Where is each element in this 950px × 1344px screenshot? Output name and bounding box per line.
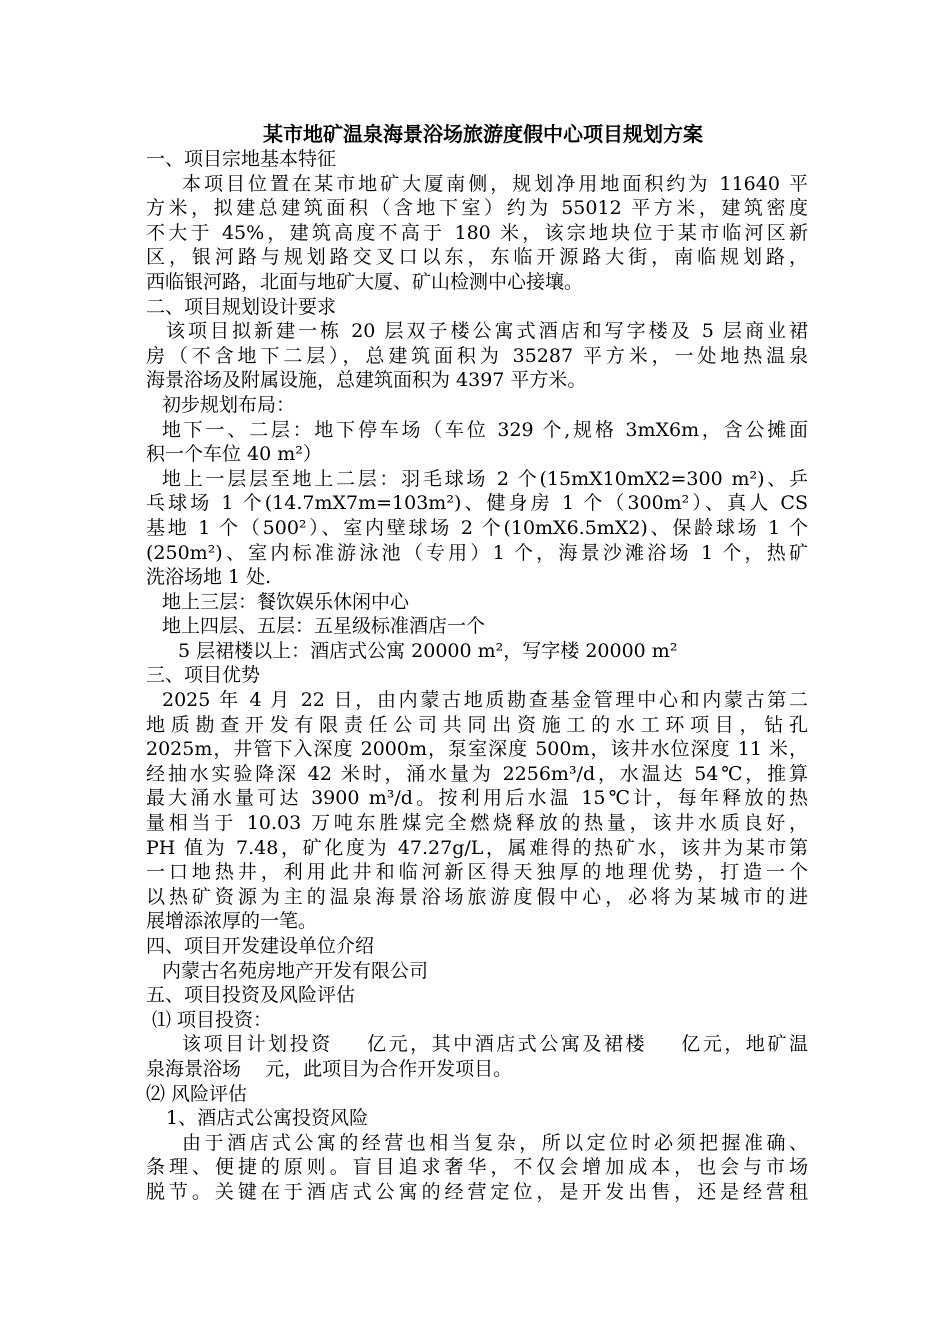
body-line: 不大于 45%，建筑高度不高于 180 米，该宗地块位于某市临河区新 <box>146 221 808 244</box>
body-line: 脱节。关键在于酒店式公寓的经营定位，是开发出售，还是经营租 <box>146 1180 808 1203</box>
body-line: 内蒙古名苑房地产开发有限公司 <box>162 959 429 982</box>
body-line: 一口地热井，利用此井和临河新区得天独厚的地理优势，打造一个 <box>146 861 808 884</box>
body-line: 本项目位置在某市地矿大厦南侧，规划净用地面积约为 11640 平 <box>182 172 808 195</box>
body-line: PH 值为 7.48，矿化度为 47.27g/L，属难得的热矿水，该井为某市第 <box>146 836 808 859</box>
body-line: 地下一、二层：地下停车场（车位 329 个,规格 3mX6m，含公摊面 <box>162 418 808 441</box>
body-line: 地上一层层至地上二层：羽毛球场 2 个(15mX10mX2=300 m²)、乒 <box>162 467 808 490</box>
body-line: 条理、便捷的原则。盲目追求奢华，不仅会增加成本，也会与市场 <box>146 1156 808 1179</box>
body-line: 展增添浓厚的一笔。 <box>146 910 318 933</box>
body-line: 量相当于 10.03 万吨东胜煤完全燃烧释放的热量，该井水质良好， <box>146 812 808 835</box>
body-line: 最大涌水量可达 3900 m³/d。按利用后水温 15℃计，每年释放的热 <box>146 787 808 810</box>
document-body <box>146 147 808 1205</box>
body-line: 洗浴场地 1 处. <box>146 566 272 589</box>
body-line: 积一个车位 40 m²） <box>146 443 322 466</box>
body-line: 地上四层、五层：五星级标准酒店一个 <box>162 615 486 638</box>
body-line: 房（不含地下二层），总建筑面积为 35287 平方米，一处地热温泉 <box>146 344 808 367</box>
body-line: 海景浴场及附属设施，总建筑面积为 4397 平方米。 <box>146 369 587 392</box>
body-line: (250m²)、室内标准游泳池（专用）1 个，海景沙滩浴场 1 个，热矿 <box>146 541 808 564</box>
body-line: 地质勘查开发有限责任公司共同出资施工的水工环项目，钻孔 <box>146 713 808 736</box>
body-line: 该项目拟新建一栋 20 层双子楼公寓式酒店和写字楼及 5 层商业裙 <box>166 320 808 343</box>
body-line: 四、项目开发建设单位介绍 <box>146 935 375 957</box>
body-line: 西临银河路，北面与地矿大厦、矿山检测中心接壤。 <box>146 270 584 293</box>
body-line: 以热矿资源为主的温泉海景浴场旅游度假中心，必将为某城市的进 <box>146 885 808 908</box>
body-line: 2025m，井管下入深度 2000m，泵室深度 500m，该井水位深度 11 米， <box>146 738 808 761</box>
body-line: ⑵ 风险评估 <box>146 1082 248 1105</box>
body-line: 初步规划布局： <box>162 393 296 416</box>
body-line: 乓球场 1 个(14.7mX7m=103m²)、健身房 1 个（300m²）、真人 CS <box>146 492 808 515</box>
body-line: 1、酒店式公寓投资风险 <box>166 1107 369 1130</box>
body-line: 2025 年 4 月 22 日，由内蒙古地质勘查基金管理中心和内蒙古第二 <box>162 689 808 712</box>
body-line: 由于酒店式公寓的经营也相当复杂，所以定位时必须把握准确、 <box>182 1131 808 1154</box>
body-line: 地上三层：餐饮娱乐休闲中心 <box>162 590 410 613</box>
body-line: 该项目计划投资 亿元，其中酒店式公寓及裙楼 亿元，地矿温 <box>182 1033 808 1056</box>
body-line: 区，银河路与规划路交叉口以东，东临开源路大街，南临规划路， <box>146 246 808 269</box>
body-line: 泉海景浴场 元，此项目为合作开发项目。 <box>146 1057 513 1080</box>
body-line: 方米，拟建总建筑面积（含地下室）约为 55012 平方米，建筑密度 <box>146 197 808 220</box>
body-line: ⑴ 项目投资： <box>152 1008 273 1031</box>
document-title: 某市地矿温泉海景浴场旅游度假中心项目规划方案 <box>263 122 703 146</box>
body-line: 五、项目投资及风险评估 <box>146 984 356 1007</box>
body-line: 5 层裙楼以上：酒店式公寓 20000 m²，写字楼 20000 m² <box>178 639 678 662</box>
body-line: 三、项目优势 <box>146 664 261 687</box>
body-line: 基地 1 个（500²）、室内壁球场 2 个(10mX6.5mX2)、保龄球场 1 个 <box>146 516 808 539</box>
body-line: 二、项目规划设计要求 <box>146 295 337 318</box>
body-line: 经抽水实验降深 42 米时，涌水量为 2256m³/d，水温达 54℃，推算 <box>146 762 808 785</box>
body-line: 一、项目宗地基本特征 <box>146 148 337 170</box>
